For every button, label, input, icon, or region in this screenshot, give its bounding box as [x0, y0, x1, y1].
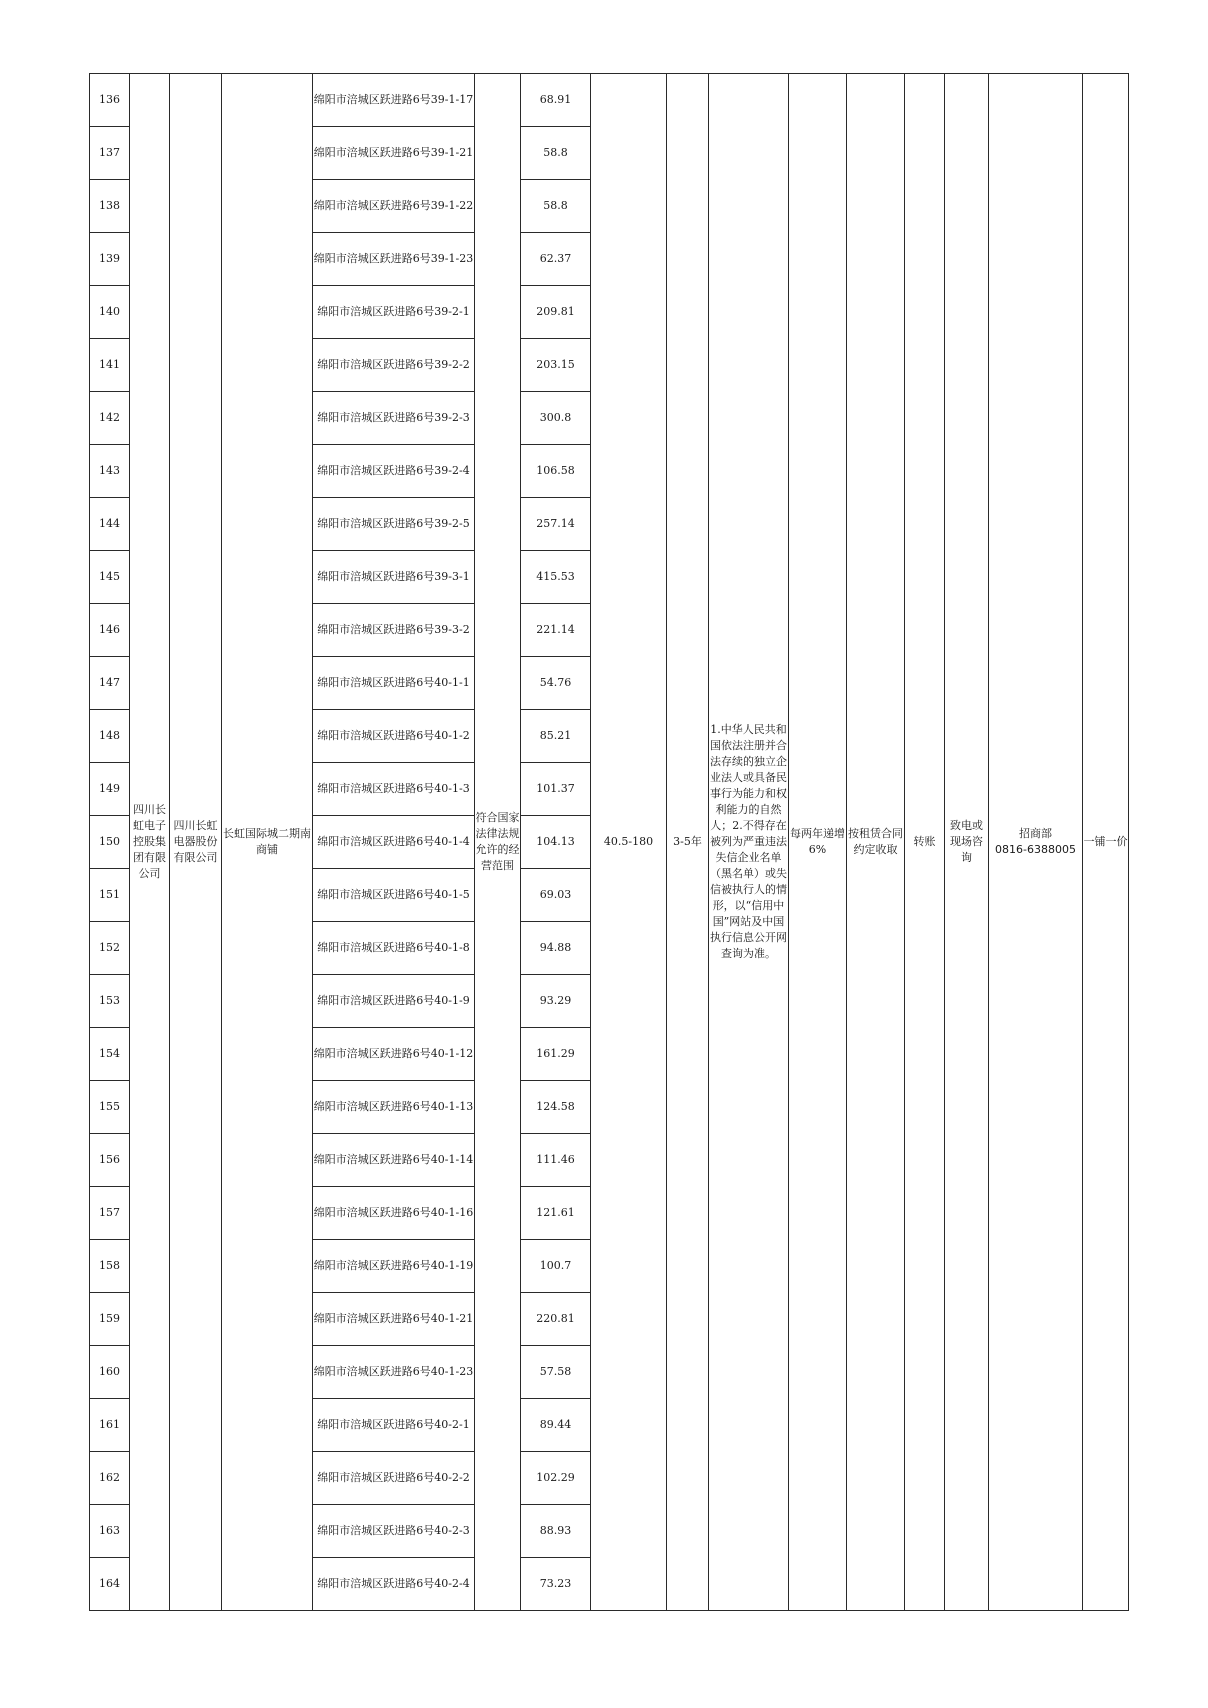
- area-cell: 88.93: [521, 1505, 591, 1558]
- row-number-cell: 136: [90, 74, 130, 127]
- address-cell: 绵阳市涪城区跃进路6号40-2-3: [313, 1505, 475, 1558]
- area-cell: 106.58: [521, 445, 591, 498]
- pricing-note-cell: 一铺一价: [1083, 74, 1129, 1611]
- contact-cell: 招商部 0816-6388005: [989, 74, 1083, 1611]
- business-scope-cell: 符合国家法律法规允许的经营范围: [475, 74, 521, 1611]
- row-number-cell: 149: [90, 763, 130, 816]
- address-cell: 绵阳市涪城区跃进路6号40-1-19: [313, 1240, 475, 1293]
- area-cell: 220.81: [521, 1293, 591, 1346]
- area-cell: 300.8: [521, 392, 591, 445]
- address-cell: 绵阳市涪城区跃进路6号40-1-9: [313, 975, 475, 1028]
- address-cell: 绵阳市涪城区跃进路6号39-2-4: [313, 445, 475, 498]
- row-number-cell: 139: [90, 233, 130, 286]
- area-cell: 124.58: [521, 1081, 591, 1134]
- address-cell: 绵阳市涪城区跃进路6号40-1-14: [313, 1134, 475, 1187]
- row-number-cell: 152: [90, 922, 130, 975]
- area-cell: 102.29: [521, 1452, 591, 1505]
- row-number-cell: 159: [90, 1293, 130, 1346]
- area-cell: 85.21: [521, 710, 591, 763]
- area-cell: 415.53: [521, 551, 591, 604]
- address-cell: 绵阳市涪城区跃进路6号40-2-2: [313, 1452, 475, 1505]
- row-number-cell: 142: [90, 392, 130, 445]
- area-cell: 62.37: [521, 233, 591, 286]
- area-cell: 209.81: [521, 286, 591, 339]
- address-cell: 绵阳市涪城区跃进路6号40-1-8: [313, 922, 475, 975]
- rent-range-cell: 40.5-180: [591, 74, 667, 1611]
- row-number-cell: 146: [90, 604, 130, 657]
- address-cell: 绵阳市涪城区跃进路6号39-2-3: [313, 392, 475, 445]
- address-cell: 绵阳市涪城区跃进路6号40-1-3: [313, 763, 475, 816]
- row-number-cell: 144: [90, 498, 130, 551]
- area-cell: 203.15: [521, 339, 591, 392]
- address-cell: 绵阳市涪城区跃进路6号39-1-23: [313, 233, 475, 286]
- area-cell: 100.7: [521, 1240, 591, 1293]
- area-cell: 94.88: [521, 922, 591, 975]
- deposit-terms-cell: 按租赁合同约定收取: [847, 74, 905, 1611]
- address-cell: 绵阳市涪城区跃进路6号40-1-13: [313, 1081, 475, 1134]
- area-cell: 93.29: [521, 975, 591, 1028]
- row-number-cell: 154: [90, 1028, 130, 1081]
- row-number-cell: 148: [90, 710, 130, 763]
- rent-increase-cell: 每两年递增6%: [789, 74, 847, 1611]
- lessor-company-cell: 四川长虹电器股份有限公司: [170, 74, 222, 1611]
- row-number-cell: 162: [90, 1452, 130, 1505]
- area-cell: 58.8: [521, 180, 591, 233]
- row-number-cell: 158: [90, 1240, 130, 1293]
- area-cell: 101.37: [521, 763, 591, 816]
- address-cell: 绵阳市涪城区跃进路6号40-1-2: [313, 710, 475, 763]
- area-cell: 68.91: [521, 74, 591, 127]
- area-cell: 257.14: [521, 498, 591, 551]
- project-name-cell: 长虹国际城二期南商铺: [222, 74, 313, 1611]
- row-number-cell: 140: [90, 286, 130, 339]
- row-number-cell: 138: [90, 180, 130, 233]
- row-number-cell: 143: [90, 445, 130, 498]
- owner-company-cell: 四川长虹电子控股集团有限公司: [130, 74, 170, 1611]
- row-number-cell: 153: [90, 975, 130, 1028]
- area-cell: 54.76: [521, 657, 591, 710]
- row-number-cell: 145: [90, 551, 130, 604]
- area-cell: 58.8: [521, 127, 591, 180]
- row-number-cell: 161: [90, 1399, 130, 1452]
- address-cell: 绵阳市涪城区跃进路6号40-1-5: [313, 869, 475, 922]
- address-cell: 绵阳市涪城区跃进路6号39-2-1: [313, 286, 475, 339]
- address-cell: 绵阳市涪城区跃进路6号39-2-2: [313, 339, 475, 392]
- address-cell: 绵阳市涪城区跃进路6号40-2-1: [313, 1399, 475, 1452]
- area-cell: 161.29: [521, 1028, 591, 1081]
- row-number-cell: 137: [90, 127, 130, 180]
- payment-method-cell: 转账: [905, 74, 945, 1611]
- address-cell: 绵阳市涪城区跃进路6号39-3-1: [313, 551, 475, 604]
- area-cell: 221.14: [521, 604, 591, 657]
- inquiry-method-cell: 致电或现场咨询: [945, 74, 989, 1611]
- address-cell: 绵阳市涪城区跃进路6号40-1-23: [313, 1346, 475, 1399]
- area-cell: 73.23: [521, 1558, 591, 1611]
- area-cell: 57.58: [521, 1346, 591, 1399]
- row-number-cell: 163: [90, 1505, 130, 1558]
- row-number-cell: 155: [90, 1081, 130, 1134]
- address-cell: 绵阳市涪城区跃进路6号39-1-22: [313, 180, 475, 233]
- lease-term-cell: 3-5年: [667, 74, 709, 1611]
- address-cell: 绵阳市涪城区跃进路6号39-1-21: [313, 127, 475, 180]
- bidder-requirements-cell: 1.中华人民共和国依法注册并合法存续的独立企业法人或具备民事行为能力和权利能力的自然人；2.不得存在被列为严重违法失信企业名单（黑名单）或失信被执行人的情形，以“信用中国”网站及中国执行信息公开网查询为准。: [709, 74, 789, 1611]
- area-cell: 121.61: [521, 1187, 591, 1240]
- address-cell: 绵阳市涪城区跃进路6号40-2-4: [313, 1558, 475, 1611]
- address-cell: 绵阳市涪城区跃进路6号40-1-1: [313, 657, 475, 710]
- property-listing-table: [89, 73, 1129, 1611]
- address-cell: 绵阳市涪城区跃进路6号40-1-16: [313, 1187, 475, 1240]
- row-number-cell: 151: [90, 869, 130, 922]
- row-number-cell: 157: [90, 1187, 130, 1240]
- address-cell: 绵阳市涪城区跃进路6号40-1-21: [313, 1293, 475, 1346]
- address-cell: 绵阳市涪城区跃进路6号39-2-5: [313, 498, 475, 551]
- address-cell: 绵阳市涪城区跃进路6号39-3-2: [313, 604, 475, 657]
- address-cell: 绵阳市涪城区跃进路6号39-1-17: [313, 74, 475, 127]
- row-number-cell: 156: [90, 1134, 130, 1187]
- area-cell: 69.03: [521, 869, 591, 922]
- row-number-cell: 160: [90, 1346, 130, 1399]
- row-number-cell: 147: [90, 657, 130, 710]
- address-cell: 绵阳市涪城区跃进路6号40-1-12: [313, 1028, 475, 1081]
- address-cell: 绵阳市涪城区跃进路6号40-1-4: [313, 816, 475, 869]
- area-cell: 111.46: [521, 1134, 591, 1187]
- area-cell: 89.44: [521, 1399, 591, 1452]
- table-row: [90, 74, 1129, 127]
- row-number-cell: 150: [90, 816, 130, 869]
- row-number-cell: 164: [90, 1558, 130, 1611]
- area-cell: 104.13: [521, 816, 591, 869]
- row-number-cell: 141: [90, 339, 130, 392]
